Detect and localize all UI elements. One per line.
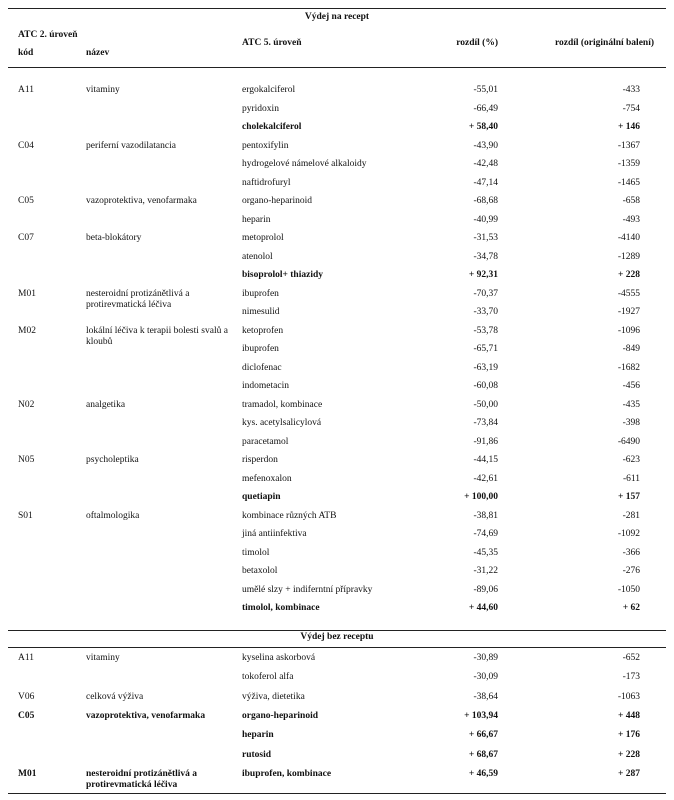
atc2-name: oftalmologika (86, 510, 140, 521)
table-row (0, 488, 674, 506)
diff-original-packs: + 176 (617, 730, 640, 741)
diff-percent: -91,86 (473, 436, 498, 447)
table-row (0, 726, 674, 744)
diff-percent: -42,61 (473, 473, 498, 484)
table-row (0, 649, 674, 667)
diff-percent: -38,81 (473, 510, 498, 521)
diff-original-packs: -754 (622, 103, 640, 114)
atc2-code: C07 (18, 233, 34, 243)
diff-percent: -42,48 (473, 159, 498, 169)
diff-percent: -44,15 (473, 455, 498, 465)
atc5-substance: ergokalciferol (242, 85, 296, 95)
diff-original-packs: -658 (622, 196, 640, 206)
table-row (0, 599, 674, 617)
atc5-substance: organo-heparinoid (242, 196, 312, 206)
atc2-name: lokální léčiva k terapii bolesti svalů a kloubů (86, 325, 228, 347)
diff-original-packs: + 157 (617, 492, 640, 502)
atc2-name: vitaminy (86, 653, 120, 663)
diff-original-packs: -366 (622, 547, 640, 558)
diff-percent: + 46,59 (468, 768, 498, 779)
atc5-substance: rutosid (242, 749, 272, 760)
diff-percent: -89,06 (473, 584, 498, 595)
diff-original-packs: -1050 (617, 584, 640, 595)
diff-original-packs: -623 (622, 455, 640, 465)
table-row (0, 544, 674, 562)
diff-percent: -30,09 (473, 672, 498, 683)
atc2-name: nesteroidní protizánětlivá a protirevmatická léčiva (86, 768, 198, 790)
diff-original-packs: -173 (622, 672, 640, 683)
atc2-code: C05 (18, 710, 35, 721)
atc2-code: S01 (18, 510, 33, 521)
atc5-substance: cholekalciferol (242, 122, 302, 132)
diff-percent: -66,49 (473, 103, 498, 114)
diff-percent: -73,84 (473, 418, 498, 428)
table-row (0, 507, 674, 525)
atc2-name: periferní vazodilatancia (86, 140, 176, 151)
diff-original-packs: -456 (622, 381, 640, 391)
section-rule (8, 630, 666, 631)
code-header: kód (18, 48, 34, 58)
table-row (0, 303, 674, 321)
diff-percent: -50,00 (473, 399, 498, 410)
table-row (0, 100, 674, 118)
diff-original-packs: -493 (622, 214, 640, 225)
atc5-substance: betaxolol (242, 566, 278, 576)
atc5-substance: indometacin (242, 381, 289, 391)
atc5-substance: kombinace různých ATB (242, 510, 337, 521)
atc5-substance: timolol, kombinace (242, 603, 320, 613)
table-row (0, 414, 674, 432)
table-row (0, 192, 674, 210)
table-row (0, 118, 674, 136)
atc5-substance: ibuprofen (242, 344, 279, 354)
diff-percent: -65,71 (473, 344, 498, 354)
diff-percent: + 44,60 (468, 603, 498, 613)
diff-percent: -40,99 (473, 214, 498, 225)
diff-percent: + 68,67 (468, 749, 498, 760)
pct-header: rozdíl (%) (456, 38, 498, 48)
atc2-name: vitaminy (86, 85, 120, 95)
diff-original-packs: + 287 (617, 768, 640, 779)
header-rule (8, 67, 666, 68)
atc2-code: V06 (18, 691, 35, 702)
table-row (0, 174, 674, 192)
table-row (0, 581, 674, 599)
atc5-substance: naftidrofuryl (242, 177, 291, 188)
atc5-substance: umělé slzy + indiferntní přípravky (242, 584, 373, 595)
atc5-substance: heparin (242, 214, 271, 225)
table-row (0, 211, 674, 229)
table-row (0, 433, 674, 451)
diff-percent: -47,14 (473, 177, 498, 188)
atc5-substance: pyridoxin (242, 103, 279, 114)
section1-title: Výdej na recept (304, 12, 370, 22)
atc2-code: M01 (18, 288, 36, 299)
diff-original-packs: -1367 (617, 140, 640, 151)
table-row (0, 340, 674, 358)
diff-percent: -38,64 (473, 691, 498, 702)
table-row (0, 285, 674, 310)
diff-original-packs: + 62 (622, 603, 640, 613)
table-row (0, 525, 674, 543)
atc2-name: vazoprotektiva, venofarmaka (86, 710, 206, 721)
table-row (0, 688, 674, 706)
bottom-rule (8, 793, 666, 794)
atc5-substance: jiná antiinfektiva (242, 529, 307, 539)
diff-percent: -34,78 (473, 251, 498, 262)
atc5-substance: kys. acetylsalicylová (242, 418, 322, 428)
atc2-code: N02 (18, 399, 35, 410)
name-header: název (86, 48, 110, 58)
atc5-substance: tokoferol alfa (242, 672, 294, 683)
section2-rule (8, 647, 666, 648)
table-row (0, 396, 674, 414)
diff-original-packs: -1927 (617, 307, 640, 317)
atc5-substance: quetiapin (242, 492, 281, 502)
atc5-substance: atenolol (242, 251, 273, 262)
diff-original-packs: -398 (622, 418, 640, 428)
atc2-name: psycholeptika (86, 455, 139, 465)
diff-percent: -30,89 (473, 653, 498, 663)
diff-original-packs: -435 (622, 399, 640, 410)
atc5-substance: mefenoxalon (242, 473, 292, 484)
atc5-header: ATC 5. úroveň (242, 38, 302, 48)
diff-percent: -43,90 (473, 140, 498, 151)
atc5-substance: hydrogelové námelové alkaloidy (242, 159, 367, 169)
table-row (0, 668, 674, 686)
diff-percent: -68,68 (473, 196, 498, 206)
diff-original-packs: + 228 (617, 270, 640, 280)
atc2-code: M01 (18, 768, 37, 779)
table-row (0, 229, 674, 247)
top-rule (8, 8, 666, 9)
diff-percent: -74,69 (473, 529, 498, 539)
table-row (0, 451, 674, 469)
diff-original-packs: + 146 (617, 122, 640, 132)
atc5-substance: risperdon (242, 455, 278, 465)
diff-percent: -60,08 (473, 381, 498, 391)
atc2-code: C05 (18, 196, 34, 206)
atc5-substance: pentoxifylin (242, 140, 289, 151)
atc5-substance: ibuprofen (242, 288, 279, 299)
diff-original-packs: -652 (622, 653, 640, 663)
diff-original-packs: -4140 (617, 233, 640, 243)
table-row (0, 359, 674, 377)
atc2-code: N05 (18, 455, 35, 465)
table-row (0, 765, 674, 790)
diff-percent: -55,01 (473, 85, 498, 95)
table-row (0, 707, 674, 725)
diff-percent: -63,19 (473, 362, 498, 373)
table-row (0, 746, 674, 764)
atc2-code: A11 (18, 85, 35, 95)
table-row (0, 248, 674, 266)
diff-original-packs: + 228 (617, 749, 640, 760)
table-row (0, 81, 674, 99)
atc2-name: celková výživa (86, 691, 144, 702)
diff-percent: -70,37 (473, 288, 498, 299)
diff-percent: + 100,00 (464, 492, 498, 502)
atc5-substance: ketoprofen (242, 325, 284, 336)
atc5-substance: tramadol, kombinace (242, 399, 323, 410)
table-row (0, 266, 674, 284)
atc5-substance: diclofenac (242, 362, 282, 373)
atc2-name: analgetika (86, 399, 126, 410)
diff-original-packs: -1063 (617, 691, 640, 702)
diff-original-packs: -4555 (617, 288, 640, 299)
diff-original-packs: -849 (622, 344, 640, 354)
table-row (0, 155, 674, 173)
atc5-substance: metoprolol (242, 233, 284, 243)
atc2-name: vazoprotektiva, venofarmaka (86, 196, 197, 206)
diff-percent: -33,70 (473, 307, 498, 317)
atc5-substance: paracetamol (242, 436, 289, 447)
table-row (0, 377, 674, 395)
diff-original-packs: -1682 (617, 362, 640, 373)
diff-original-packs: + 448 (617, 710, 640, 721)
atc5-substance: organo-heparinoid (242, 710, 319, 721)
diff-original-packs: -1359 (617, 159, 640, 169)
atc2-code: C04 (18, 140, 34, 151)
diff-original-packs: -611 (622, 473, 640, 484)
orig-header: rozdíl (originální balení) (554, 38, 654, 48)
atc5-substance: výživa, dietetika (242, 691, 305, 702)
diff-original-packs: -6490 (617, 436, 640, 447)
diff-original-packs: -1096 (617, 325, 640, 336)
table-row (0, 322, 674, 347)
diff-percent: + 92,31 (468, 270, 498, 280)
section2-title: Výdej bez receptu (300, 632, 374, 642)
diff-percent: -53,78 (473, 325, 498, 336)
diff-original-packs: -276 (622, 566, 640, 576)
atc5-substance: heparin (242, 730, 274, 741)
atc5-substance: ibuprofen, kombinace (242, 768, 332, 779)
atc5-substance: kyselina askorbová (242, 653, 316, 663)
diff-original-packs: -1465 (617, 177, 640, 188)
table-row (0, 137, 674, 155)
atc2-header: ATC 2. úroveň (18, 30, 78, 40)
diff-percent: + 103,94 (464, 710, 498, 721)
atc2-name: nesteroidní protizánětlivá a protirevmatická léčiva (86, 288, 190, 310)
atc5-substance: timolol (242, 547, 270, 558)
diff-percent: + 66,67 (468, 730, 498, 741)
atc2-code: M02 (18, 325, 36, 336)
diff-percent: -31,53 (473, 233, 498, 243)
atc5-substance: nimesulid (242, 307, 280, 317)
atc5-substance: bisoprolol+ thiazidy (242, 270, 323, 280)
diff-percent: + 58,40 (468, 122, 498, 132)
diff-original-packs: -433 (622, 85, 640, 95)
diff-percent: -45,35 (473, 547, 498, 558)
diff-original-packs: -281 (622, 510, 640, 521)
diff-original-packs: -1289 (617, 251, 640, 262)
diff-original-packs: -1092 (617, 529, 640, 539)
atc2-code: A11 (18, 653, 35, 663)
diff-percent: -31,22 (473, 566, 498, 576)
table-row (0, 562, 674, 580)
atc2-name: beta-blokátory (86, 233, 142, 243)
table-row (0, 470, 674, 488)
